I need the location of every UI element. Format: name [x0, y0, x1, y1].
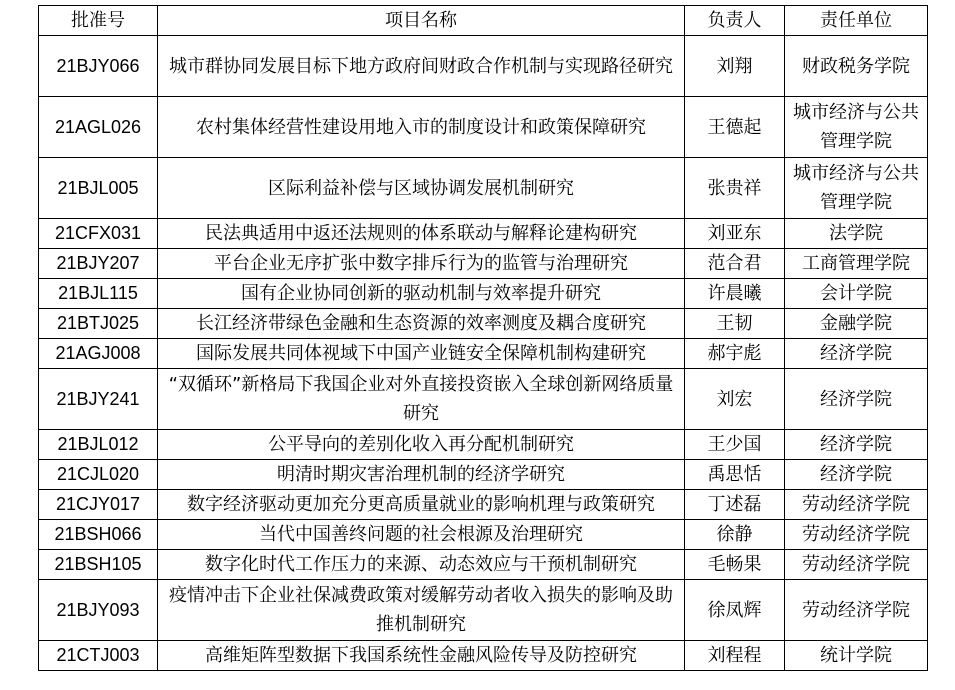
cell-code: 21BSH066 — [39, 520, 158, 550]
cell-leader: 徐凤辉 — [685, 580, 785, 641]
cell-leader: 刘亚东 — [685, 219, 785, 249]
cell-unit: 经济学院 — [785, 369, 928, 430]
cell-unit: 劳动经济学院 — [785, 580, 928, 641]
table-row — [39, 369, 928, 430]
cell-unit: 城市经济与公共管理学院 — [785, 158, 928, 219]
cell-unit: 城市经济与公共管理学院 — [785, 97, 928, 158]
table-row — [39, 580, 928, 641]
table-row — [39, 158, 928, 219]
cell-code: 21AGJ008 — [39, 339, 158, 369]
header-unit: 责任单位 — [785, 6, 928, 36]
cell-leader: 刘翔 — [685, 36, 785, 97]
table-row — [39, 279, 928, 309]
cell-unit: 会计学院 — [785, 279, 928, 309]
cell-unit: 财政税务学院 — [785, 36, 928, 97]
cell-unit: 统计学院 — [785, 641, 928, 671]
table-row — [39, 520, 928, 550]
cell-code: 21BJL005 — [39, 158, 158, 219]
cell-title: 民法典适用中返还法规则的体系联动与解释论建构研究 — [158, 219, 685, 249]
cell-code: 21BJY093 — [39, 580, 158, 641]
cell-title: 城市群协同发展目标下地方政府间财政合作机制与实现路径研究 — [158, 36, 685, 97]
cell-unit: 经济学院 — [785, 430, 928, 460]
cell-leader: 徐静 — [685, 520, 785, 550]
cell-title: 区际利益补偿与区域协调发展机制研究 — [158, 158, 685, 219]
table-row — [39, 36, 928, 97]
cell-leader: 王德起 — [685, 97, 785, 158]
cell-leader: 毛畅果 — [685, 550, 785, 580]
cell-code: 21BJL012 — [39, 430, 158, 460]
cell-unit: 劳动经济学院 — [785, 520, 928, 550]
cell-title: 数字经济驱动更加充分更高质量就业的影响机理与政策研究 — [158, 490, 685, 520]
header-leader: 负责人 — [685, 6, 785, 36]
cell-code: 21BSH105 — [39, 550, 158, 580]
cell-unit: 劳动经济学院 — [785, 490, 928, 520]
cell-leader: 张贵祥 — [685, 158, 785, 219]
cell-leader: 禹思恬 — [685, 460, 785, 490]
cell-title: 国际发展共同体视域下中国产业链安全保障机制构建研究 — [158, 339, 685, 369]
cell-title: 公平导向的差别化收入再分配机制研究 — [158, 430, 685, 460]
cell-title: 国有企业协同创新的驱动机制与效率提升研究 — [158, 279, 685, 309]
table-row — [39, 339, 928, 369]
cell-leader: 王少国 — [685, 430, 785, 460]
cell-title: 当代中国善终问题的社会根源及治理研究 — [158, 520, 685, 550]
cell-unit: 金融学院 — [785, 309, 928, 339]
cell-title: 平台企业无序扩张中数字排斥行为的监管与治理研究 — [158, 249, 685, 279]
cell-code: 21CTJ003 — [39, 641, 158, 671]
header-title: 项目名称 — [158, 6, 685, 36]
cell-unit: 经济学院 — [785, 460, 928, 490]
cell-unit: 经济学院 — [785, 339, 928, 369]
cell-title: 农村集体经营性建设用地入市的制度设计和政策保障研究 — [158, 97, 685, 158]
cell-unit: 劳动经济学院 — [785, 550, 928, 580]
cell-title: 高维矩阵型数据下我国系统性金融风险传导及防控研究 — [158, 641, 685, 671]
table-row — [39, 550, 928, 580]
cell-title: 长江经济带绿色金融和生态资源的效率测度及耦合度研究 — [158, 309, 685, 339]
cell-code: 21CFX031 — [39, 219, 158, 249]
cell-title: 明清时期灾害治理机制的经济学研究 — [158, 460, 685, 490]
table-row — [39, 460, 928, 490]
cell-code: 21CJY017 — [39, 490, 158, 520]
cell-title: 数字化时代工作压力的来源、动态效应与干预机制研究 — [158, 550, 685, 580]
cell-leader: 丁述磊 — [685, 490, 785, 520]
cell-code: 21BTJ025 — [39, 309, 158, 339]
table-row — [39, 641, 928, 671]
cell-code: 21BJY066 — [39, 36, 158, 97]
header-code: 批准号 — [39, 6, 158, 36]
cell-code: 21CJL020 — [39, 460, 158, 490]
project-table — [38, 5, 928, 671]
table-header-row — [39, 6, 928, 36]
table-row — [39, 97, 928, 158]
cell-leader: 郝宇彪 — [685, 339, 785, 369]
cell-leader: 刘宏 — [685, 369, 785, 430]
cell-code: 21BJY207 — [39, 249, 158, 279]
table-row — [39, 219, 928, 249]
cell-code: 21AGL026 — [39, 97, 158, 158]
cell-leader: 范合君 — [685, 249, 785, 279]
cell-leader: 刘程程 — [685, 641, 785, 671]
cell-code: 21BJY241 — [39, 369, 158, 430]
table-row — [39, 490, 928, 520]
cell-unit: 工商管理学院 — [785, 249, 928, 279]
cell-title: 疫情冲击下企业社保减费政策对缓解劳动者收入损失的影响及助推机制研究 — [158, 580, 685, 641]
cell-leader: 王韧 — [685, 309, 785, 339]
cell-code: 21BJL115 — [39, 279, 158, 309]
table-row — [39, 309, 928, 339]
cell-leader: 许晨曦 — [685, 279, 785, 309]
table-row — [39, 249, 928, 279]
cell-unit: 法学院 — [785, 219, 928, 249]
cell-title: “双循环”新格局下我国企业对外直接投资嵌入全球创新网络质量研究 — [158, 369, 685, 430]
table-row — [39, 430, 928, 460]
